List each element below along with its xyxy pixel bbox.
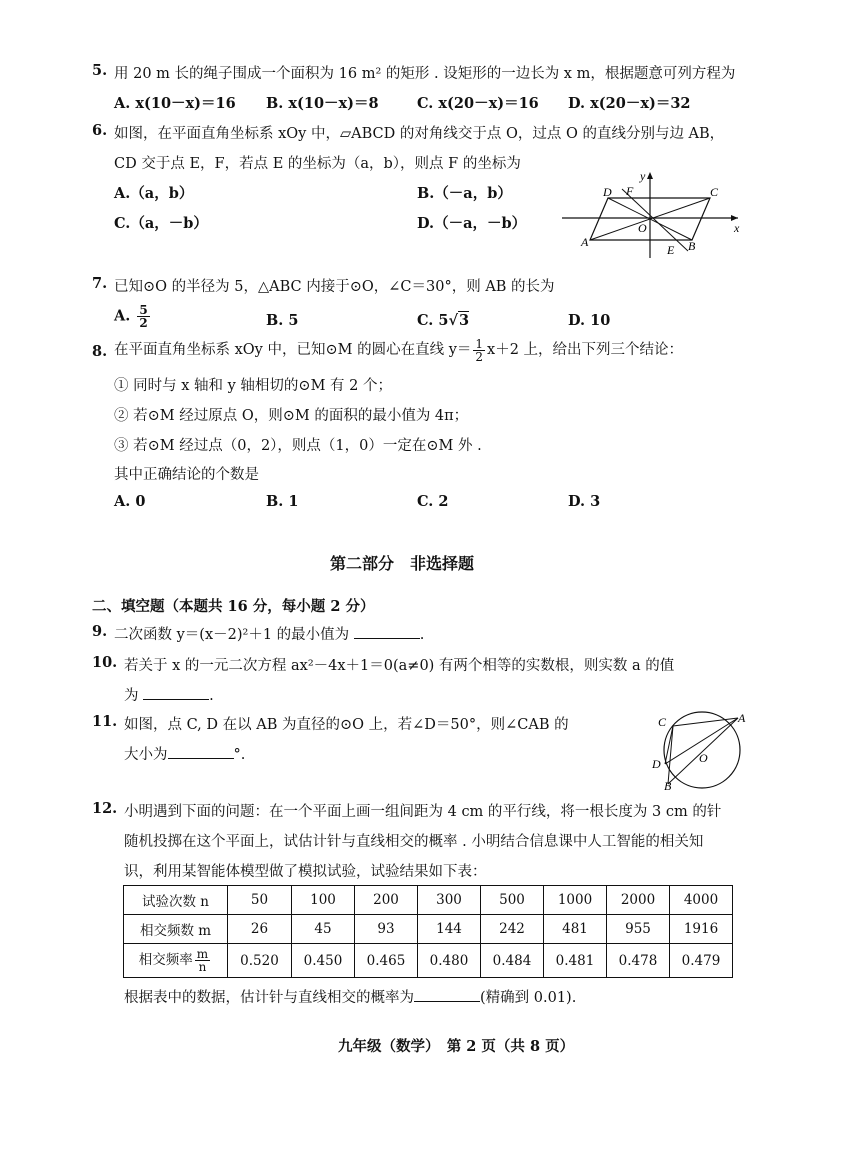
row-label-count: 相交频数 m [124,915,228,944]
table-cell: 93 [355,915,418,944]
q6-label-f: F [626,184,634,198]
row-label-trials: 试验次数 n [124,886,228,915]
page-footer: 九年级（数学） 第 2 页（共 8 页） [338,1038,575,1055]
q6-label-c: C [710,185,719,199]
q11-answer-blank[interactable] [168,746,234,759]
q7-number: 7. [92,275,108,292]
frequency-fraction: $\frac{m}{n}$ [196,947,209,974]
q5-option-a: A. x(10－x)＝16 [114,95,236,112]
q12-answer-blank[interactable] [414,989,480,1002]
table-cell: 0.480 [418,944,481,978]
q5-option-b: B. x(10－x)＝8 [266,95,379,112]
q11-label-o: O [699,751,708,765]
table-cell: 50 [228,886,292,915]
q10-number: 10. [92,654,118,671]
q6-option-a: A.（a，b） [114,185,194,202]
q6-label-d: D [603,185,612,199]
q6-parallelogram-figure [560,168,745,260]
q7-option-c-radicand: 3 [459,312,470,329]
table-row [124,886,733,915]
table-cell: 45 [292,915,355,944]
q6-label-a: A [581,235,589,249]
q5-option-d: D. x(20－x)＝32 [568,95,691,112]
q11-label-a: A [738,711,746,725]
q7-option-a [114,304,152,329]
q8-item-1: ① 同时与 x 轴和 y 轴相切的⊙M 有 2 个； [114,378,392,394]
table-cell: 500 [481,886,544,915]
q11-line2: 大小为 °. [124,747,246,763]
q6-label-o: O [638,221,647,235]
q8-item-3: ③ 若⊙M 经过点（0，2），则点（1，0）一定在⊙M 外 . [114,438,482,454]
q7-option-a-fraction: $\frac{5}{2}$ [139,303,148,330]
table-cell: 0.479 [670,944,733,978]
q11-label-b: B [664,779,672,792]
q6-option-c: C.（a，－b） [114,215,208,232]
table-cell: 0.481 [544,944,607,978]
table-row [124,915,733,944]
q10-line1: 若关于 x 的一元二次方程 ax²－4x＋1＝0(a≠0) 有两个相等的实数根，则实数 a 的值 [124,658,675,674]
q6-label-e: E [667,243,675,257]
q12-line2: 随机投掷在这个平面上，试估计针与直线相交的概率 . 小明结合信息课中人工智能的相关知 [124,834,704,850]
q7-option-c-label: C. 5 [417,312,449,329]
table-cell: 0.465 [355,944,418,978]
q6-number: 6. [92,122,108,139]
section2-heading: 二、填空题（本题共 16 分，每小题 2 分） [92,598,375,615]
q5-text: 用 20 m 长的绳子围成一个面积为 16 m² 的矩形 . 设矩形的一边长为 x m，根据题意可列方程为 [114,66,736,82]
q6-option-b: B.（－a，b） [417,185,512,202]
row-label-frequency: 相交频率 $\frac{m}{n}$ [124,944,228,978]
q7-option-d: D. 10 [568,312,611,329]
q8-option-c: C. 2 [417,493,449,510]
q7-option-a-label: A. [114,307,131,325]
table-cell: 1000 [544,886,607,915]
q10-line2: 为 . [124,688,214,704]
q8-text: 在平面直角坐标系 xOy 中，已知⊙M 的圆心在直线 y＝ $\frac{1}{2}$ x＋2 上，给出下列三个结论： [114,336,684,364]
table-cell: 4000 [670,886,733,915]
q8-item-2: ② 若⊙M 经过原点 O，则⊙M 的面积的最小值为 4π； [114,408,469,424]
q5-option-c: C. x(20－x)＝16 [417,95,539,112]
table-row [124,944,733,978]
q6-line2: CD 交于点 E，F，若点 E 的坐标为（a，b），则点 F 的坐标为 [114,156,521,172]
q5-number: 5. [92,62,108,79]
part2-title: 第二部分 非选择题 [330,554,475,573]
q6-line1: 如图，在平面直角坐标系 xOy 中，▱ABCD 的对角线交于点 O，过点 O 的直线分别与边 AB， [114,126,725,142]
table-cell: 0.450 [292,944,355,978]
q6-label-y: y [640,169,646,183]
q8-option-b: B. 1 [266,493,299,510]
q11-label-c: C [658,715,667,729]
table-cell: 1916 [670,915,733,944]
table-cell: 26 [228,915,292,944]
q7-option-c: C. 5√3 [417,312,470,329]
table-cell: 100 [292,886,355,915]
table-cell: 0.478 [607,944,670,978]
q10-answer-blank[interactable] [143,687,209,700]
q11-circle-figure [650,706,750,792]
q11-label-d: D [652,757,661,771]
q12-line3: 识，利用某智能体模型做了模拟试验，试验结果如下表： [124,864,487,880]
q12-number: 12. [92,800,118,817]
table-cell: 300 [418,886,481,915]
q8-fraction: $\frac{1}{2}$ [475,336,484,364]
q9-answer-blank[interactable] [354,626,420,639]
table-cell: 200 [355,886,418,915]
table-cell: 2000 [607,886,670,915]
q7-option-b: B. 5 [266,312,299,329]
q8-option-d: D. 3 [568,493,601,510]
table-cell: 144 [418,915,481,944]
q11-number: 11. [92,713,118,730]
q8-number: 8. [92,343,108,360]
q12-line1: 小明遇到下面的问题：在一个平面上画一组间距为 4 cm 的平行线，将一根长度为 3 cm 的针 [124,804,722,820]
q6-option-d: D.（－a，－b） [417,215,527,232]
q12-results-table [123,885,733,978]
table-cell: 0.484 [481,944,544,978]
q9-text: 二次函数 y＝(x－2)²＋1 的最小值为 . [114,627,425,643]
q6-label-b: B [688,239,696,253]
table-cell: 481 [544,915,607,944]
q6-label-x: x [734,221,740,235]
q12-after-text: 根据表中的数据，估计针与直线相交的概率为 (精确到 0.01). [124,990,577,1006]
q7-text: 已知⊙O 的半径为 5，△ABC 内接于⊙O，∠C＝30°，则 AB 的长为 [114,279,555,295]
q8-option-a: A. 0 [114,493,146,510]
q11-line1: 如图，点 C, D 在以 AB 为直径的⊙O 上，若∠D＝50°，则∠CAB 的 [124,717,569,733]
q8-question: 其中正确结论的个数是 [114,467,259,483]
table-cell: 242 [481,915,544,944]
q9-number: 9. [92,623,108,640]
table-cell: 955 [607,915,670,944]
table-cell: 0.520 [228,944,292,978]
